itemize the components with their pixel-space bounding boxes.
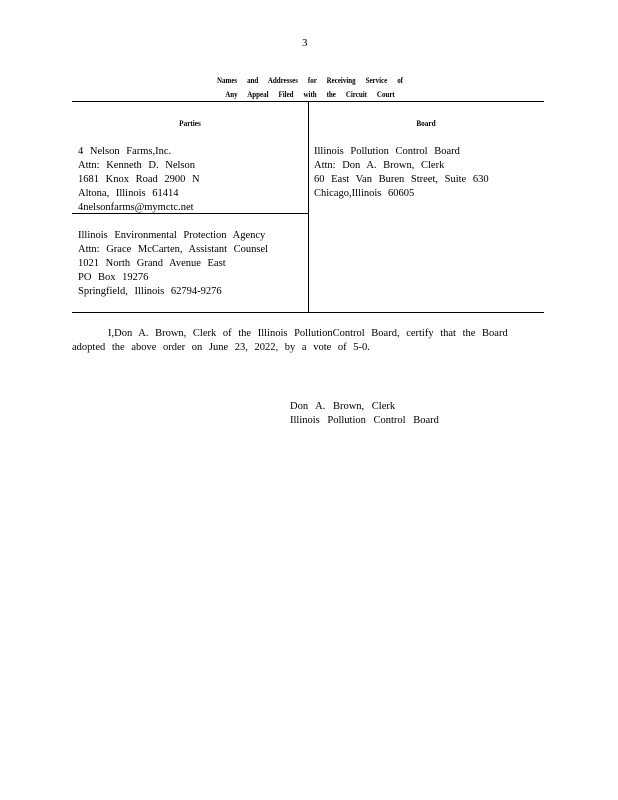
service-heading-line-1: Names and Addresses for Receiving Service of [216,75,404,85]
parties-column-header: Parties [179,118,201,128]
address-line: Illinois Environmental Protection Agency [78,230,266,241]
address-line: Illinois Pollution Control Board [314,146,460,157]
address-line: PO Box 19276 [78,272,149,283]
signature-name-title: Don A. Brown, Clerk [290,401,396,412]
address-line: Chicago,Illinois 60605 [314,188,415,199]
address-line: Attn: Grace McCarten, Assistant Counsel [78,244,269,255]
address-line: Altona, Illinois 61414 [78,188,179,199]
service-address-table [72,101,544,313]
agency-address-block [78,229,268,299]
email-address: 4nelsonfarms@mymctc.net [78,202,194,213]
address-line: Attn: Kenneth D. Nelson [78,160,195,171]
clerk-certification [72,327,508,355]
address-line: Springfield, Illinois 62794-9276 [78,286,222,297]
address-line: 4 Nelson Farms,Inc. [78,146,172,157]
signature-block [290,400,439,428]
address-line: Attn: Don A. Brown, Clerk [314,160,445,171]
signature-organization: Illinois Pollution Control Board [290,415,439,426]
address-line: 1021 North Grand Avenue East [78,258,226,269]
column-divider [308,102,309,312]
page-number: 3 [302,37,308,49]
certification-text: I,Don A. Brown, Clerk of the Illinois PollutionControl Board, certify that the Board adopted the above order on June 23, 2022, by a vote of 5-0. [72,328,508,353]
board-address-block [314,145,489,201]
board-column-header: Board [416,118,436,128]
address-line: 1681 Knox Road 2900 N [78,174,200,185]
parties-address-block [78,145,200,215]
address-line: 60 East Van Buren Street, Suite 630 [314,174,489,185]
service-heading-line-2: Any Appeal Filed with the Circuit Court [225,89,395,99]
